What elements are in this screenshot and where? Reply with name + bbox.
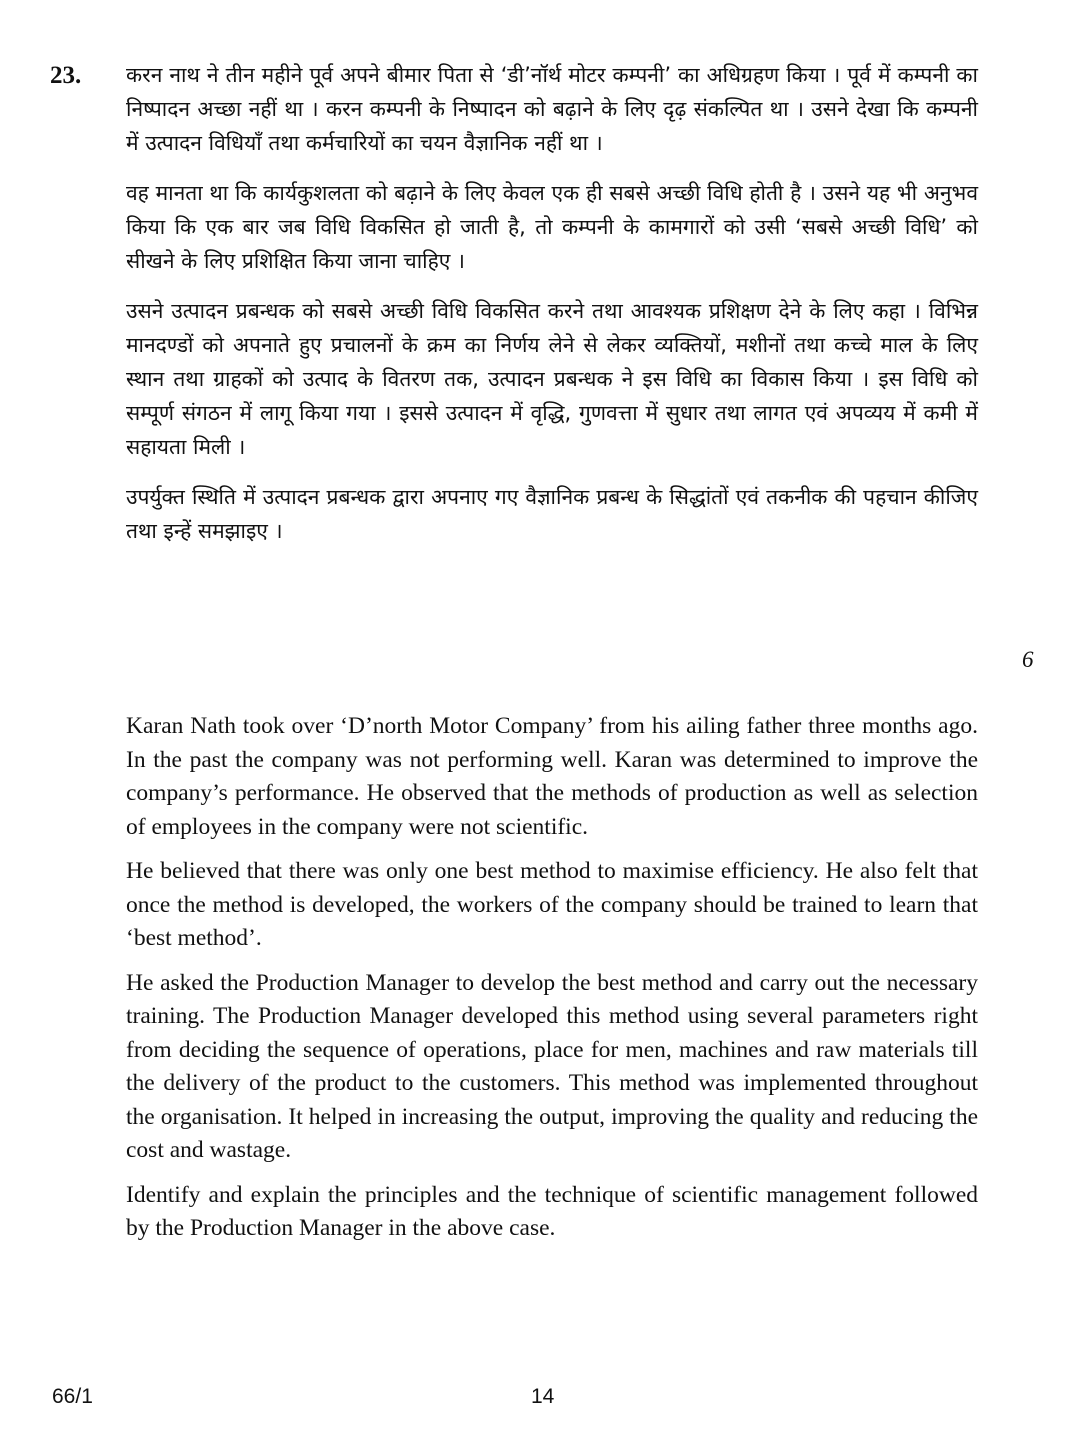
english-section	[126, 710, 978, 1257]
hindi-section	[126, 58, 978, 564]
hindi-paragraph-3: उसने उत्पादन प्रबन्धक को सबसे अच्छी विधि विकसित करने तथा आवश्यक प्रशिक्षण देने के लिए कहा । विभिन्न मानदण्डों को अपनाते हुए प्रचालनों के क्रम का निर्णय लेने से लेकर व्यक्तियों, मशीनों तथा कच्चे माल के लिए स्थान तथा ग्राहकों को उत्पाद के वितरण तक, उत्पादन प्रबन्धक ने इस विधि का विकास किया । इस विधि को सम्पूर्ण संगठन में लागू किया गया । इससे उत्पादन में वृद्धि, गुणवत्ता में सुधार तथा लागत एवं अपव्यय में कमी में सहायता मिली ।	[126, 299, 978, 459]
page-number: 14	[531, 1385, 555, 1408]
english-paragraph-3: He asked the Production Manager to develop the best method and carry out the necessary training. The Production Manager developed this method using several parameters right from deciding the sequence of operations, place for men, machines and raw materials till the delivery of the product to the customers. This method was implemented throughout the organisation. It helped in increasing the output, improving the quality and reducing the cost and wastage.	[126, 969, 978, 1163]
english-paragraph-1: Karan Nath took over ‘D’north Motor Company’ from his ailing father three months ago. In the past the company was not performing well. Karan was determined to improve the company’s performance. He observed that the methods of production as well as selection of employees in the company were not scientific.	[126, 713, 978, 840]
marks-label: 6	[1022, 647, 1034, 672]
english-paragraph-4: Identify and explain the principles and the technique of scientific management followed by the Production Manager in the above case.	[126, 1181, 978, 1241]
question-number: 23.	[50, 62, 82, 89]
hindi-paragraph-4: उपर्युक्त स्थिति में उत्पादन प्रबन्धक द्वारा अपनाए गए वैज्ञानिक प्रबन्ध के सिद्धांतों एवं तकनीक की पहचान कीजिए तथा इन्हें समझाइए ।	[126, 485, 978, 543]
hindi-paragraph-2: वह मानता था कि कार्यकुशलता को बढ़ाने के लिए केवल एक ही सबसे अच्छी विधि होती है । उसने यह भी अनुभव किया कि एक बार जब विधि विकसित हो जाती है, तो कम्पनी के कामगारों को उसी ‘सबसे अच्छी विधि’ को सीखने के लिए प्रशिक्षित किया जाना चाहिए ।	[126, 181, 978, 273]
hindi-paragraph-1: करन नाथ ने तीन महीने पूर्व अपने बीमार पिता से ‘डी’नॉर्थ मोटर कम्पनी’ का अधिग्रहण किया । पूर्व में कम्पनी का निष्पादन अच्छा नहीं था । करन कम्पनी के निष्पादन को बढ़ाने के लिए दृढ़ संकल्पित था । उसने देखा कि कम्पनी में उत्पादन विधियाँ तथा कर्मचारियों का चयन वैज्ञानिक नहीं था ।	[126, 63, 978, 155]
english-paragraph-2: He believed that there was only one best method to maximise efficiency. He also felt that once the method is developed, the workers of the company should be trained to learn that ‘best method’.	[126, 858, 978, 951]
paper-code: 66/1	[52, 1385, 93, 1408]
